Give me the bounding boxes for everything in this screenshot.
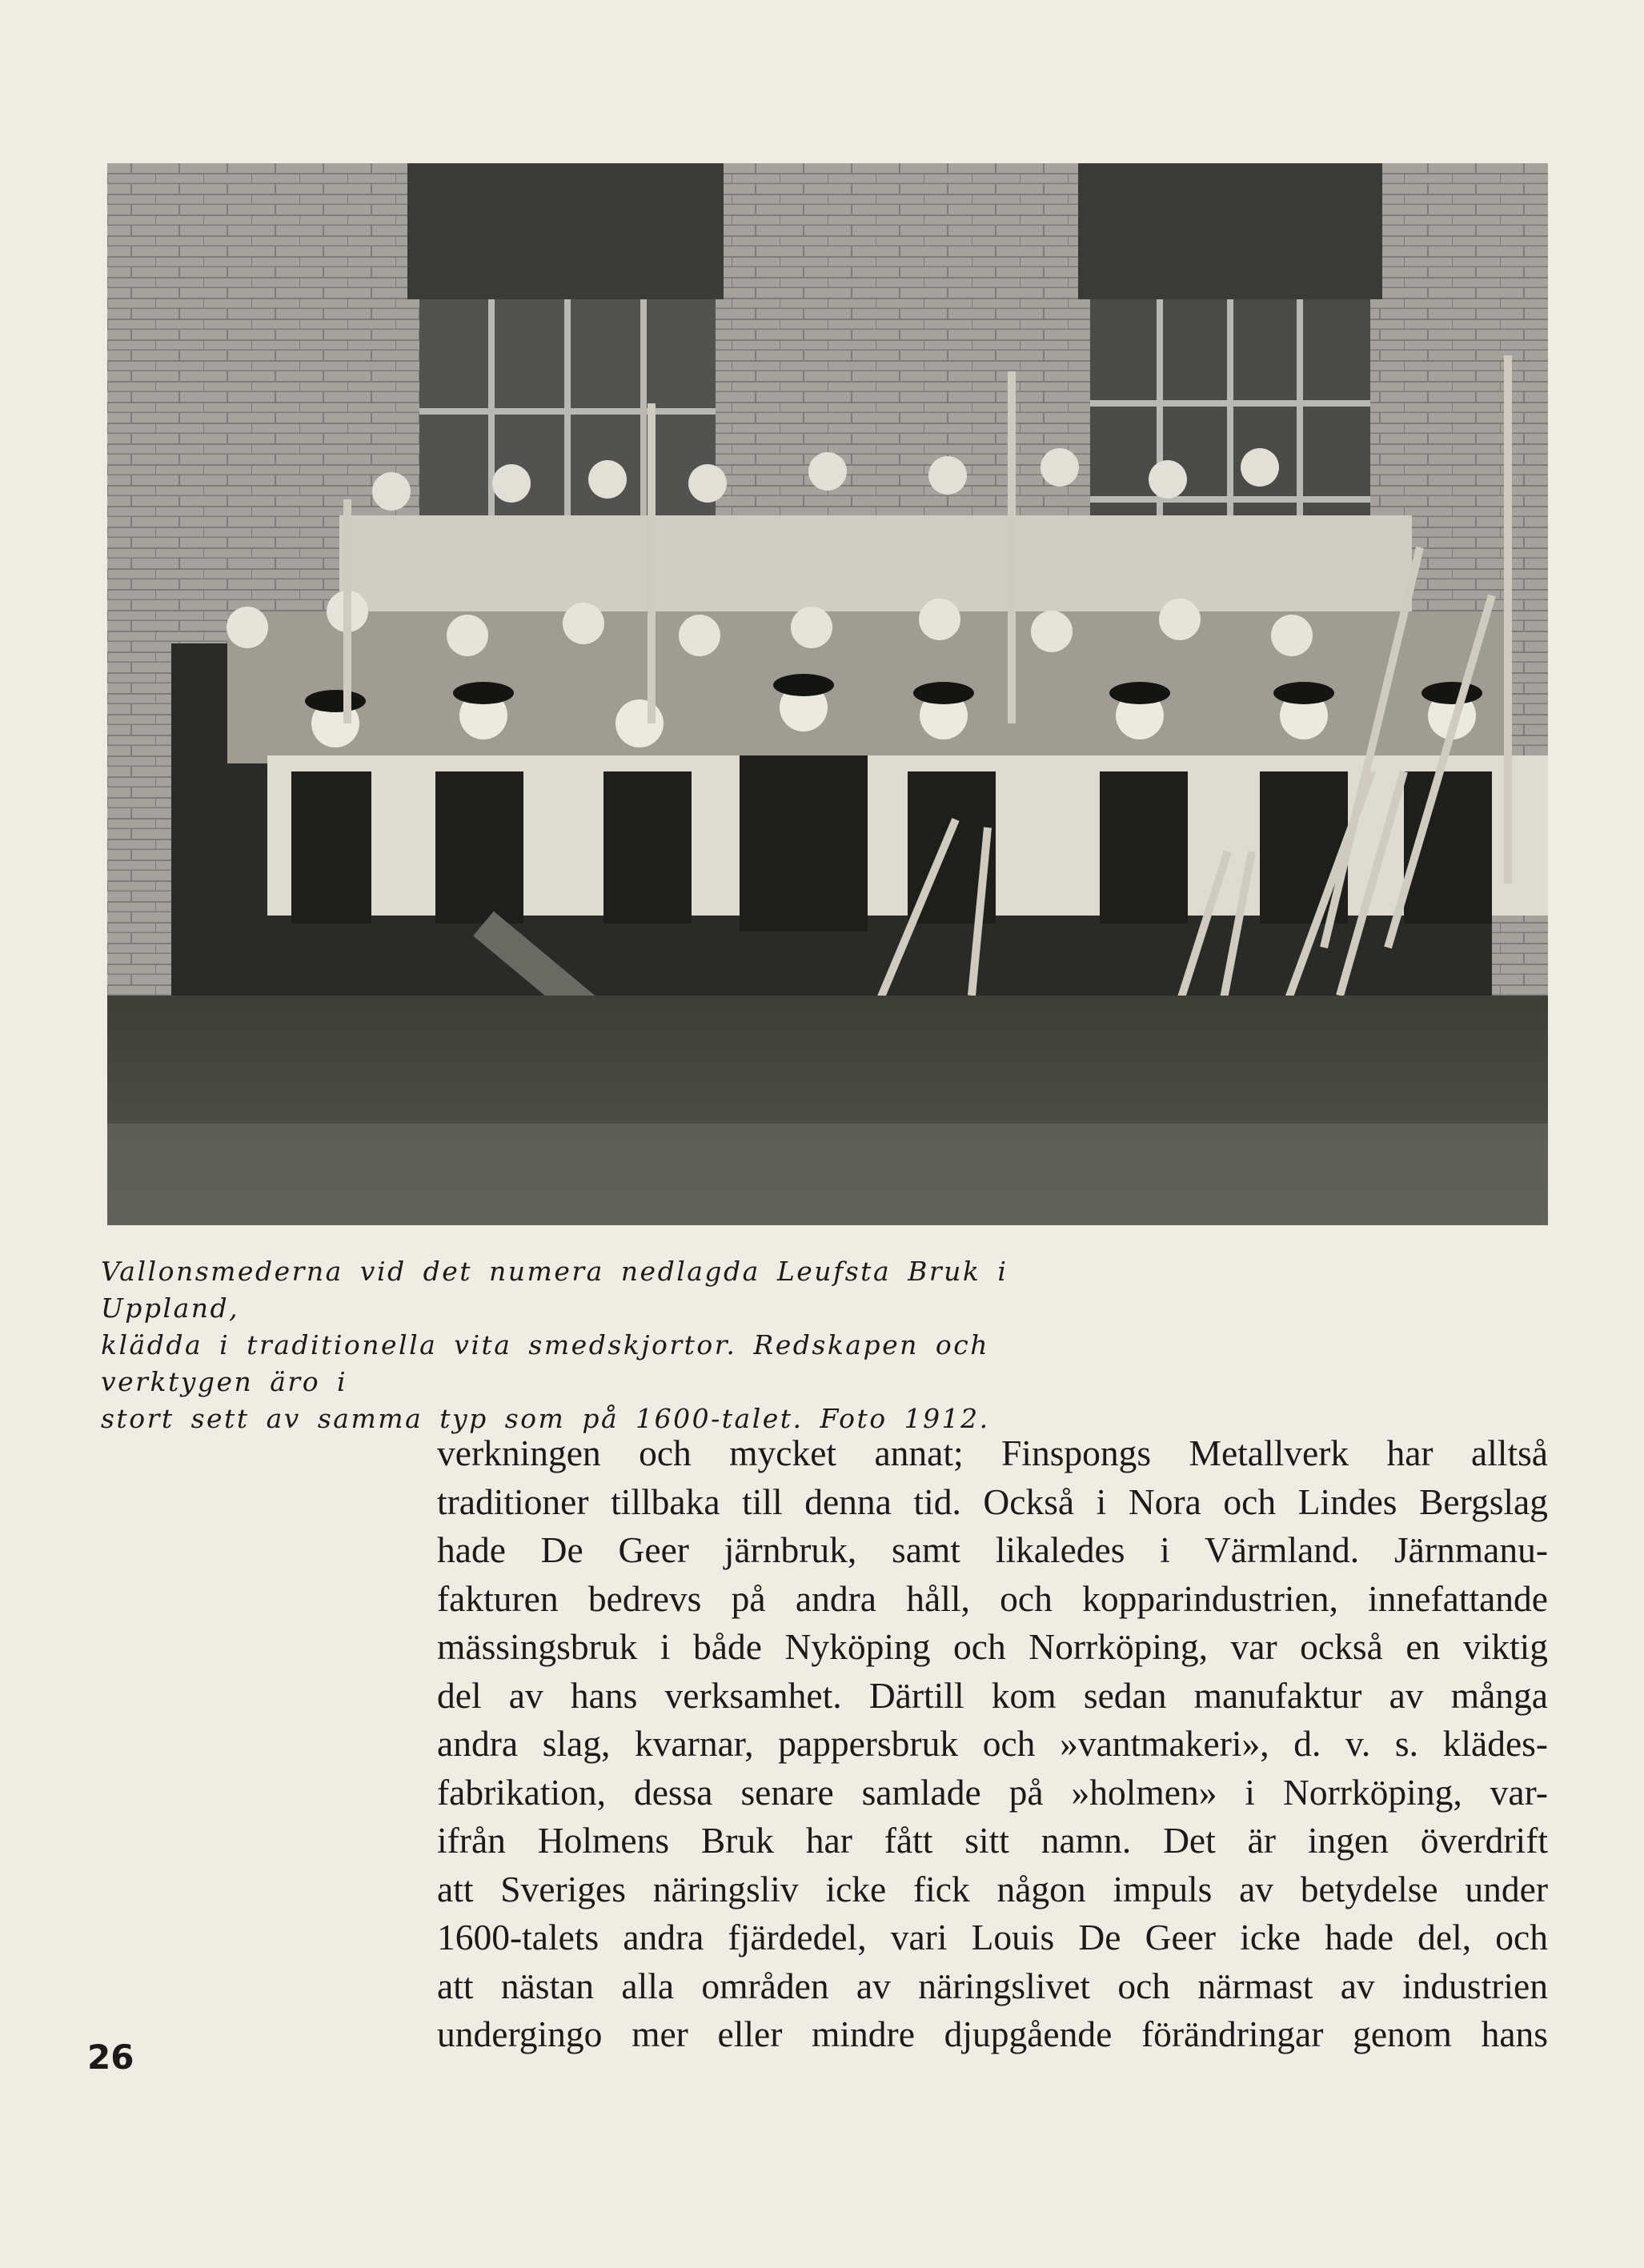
body-line: fakturen bedrevs på andra håll, och kopparindustrien, innefattande <box>437 1577 1548 1619</box>
body-line: undergingo mer eller mindre djupgående förändringar genom hans <box>437 2014 1548 2054</box>
body-text <box>437 1429 1548 2059</box>
body-line: 1600-talets andra fjärdedel, vari Louis De Geer icke hade del, och <box>437 1917 1548 1957</box>
body-line: andra slag, kvarnar, pappersbruk och »vantmakeri», d. v. s. klädes- <box>437 1723 1548 1764</box>
body-line: verkningen och mycket annat; Finspongs Metallverk har alltså <box>437 1433 1548 1473</box>
body-line: mässingsbruk i både Nyköping och Norrköping, var också en viktig <box>437 1626 1548 1667</box>
body-line: ifrån Holmens Bruk har fått sitt namn. Det är ingen överdrift <box>437 1820 1548 1861</box>
page-number: 26 <box>87 2038 134 2077</box>
group-photograph <box>107 163 1548 1225</box>
caption-line: stort sett av samma typ som på 1600-talet. Foto 1912. <box>101 1403 990 1434</box>
photograph-illustration <box>107 163 1548 1225</box>
body-line: hade De Geer järnbruk, samt likaledes i Värmland. Järnmanu- <box>437 1529 1548 1570</box>
body-line: del av hans verksamhet. Därtill kom sedan manufaktur av många <box>437 1674 1548 1716</box>
body-line: att Sveriges näringsliv icke fick någon impuls av betydelse under <box>437 1868 1548 1909</box>
body-line: att nästan alla områden av näringslivet och närmast av industrien <box>437 1965 1548 2006</box>
caption-line: Vallonsmederna vid det numera nedlagda Leufsta Bruk i Uppland, <box>101 1256 1008 1324</box>
body-line: traditioner tillbaka till denna tid. Också i Nora och Lindes Bergslag <box>437 1481 1548 1522</box>
caption-line: klädda i traditionella vita smedskjortor. Redskapen och verktygen äro i <box>101 1329 989 1397</box>
photo-caption <box>101 1253 1141 1437</box>
body-line: fabrikation, dessa senare samlade på »holmen» i Norrköping, var- <box>437 1771 1548 1813</box>
